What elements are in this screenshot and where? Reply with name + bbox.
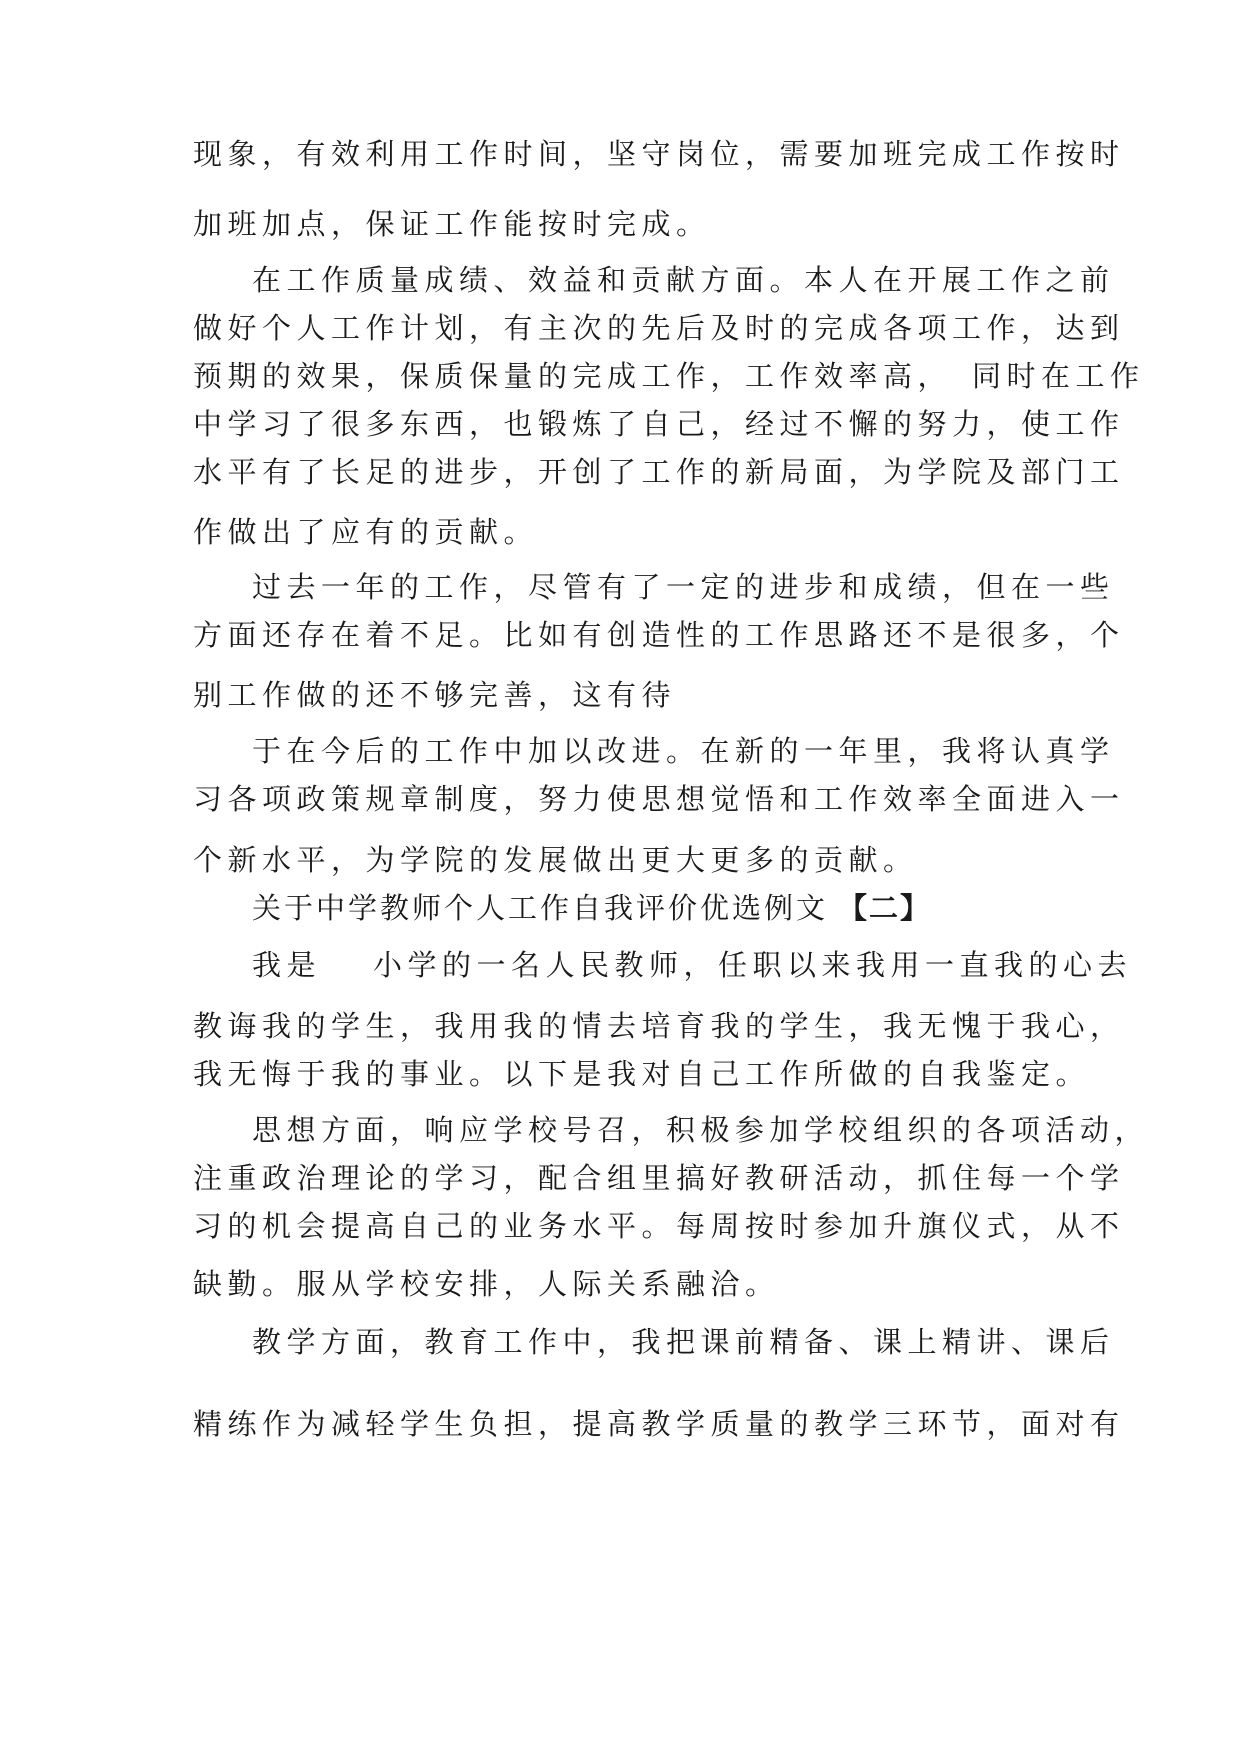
- text-line: 教诲我的学生，我用我的情去培育我的学生，我无愧于我心，: [193, 1009, 1125, 1043]
- text-line: 做好个人工作计划，有主次的先后及时的完成各项工作，达到: [193, 311, 1125, 345]
- text-line: 别工作做的还不够完善，这有待: [193, 678, 677, 712]
- section-heading: [252, 888, 931, 928]
- text-line: 中学习了很多东西，也锻炼了自己，经过不懈的努力，使工作: [193, 407, 1125, 441]
- text-line: 加班加点，保证工作能按时完成。: [193, 207, 711, 241]
- text-line: 预期的效果，保质保量的完成工作，工作效率高， 同时在工作: [193, 359, 1145, 393]
- text-line: [252, 945, 1132, 985]
- text-line: 我无悔于我的事业。以下是我对自己工作所做的自我鉴定。: [193, 1057, 1091, 1091]
- section-heading-text: 关于中学教师个人工作自我评价优选例文: [252, 891, 829, 925]
- text-line: 习的机会提高自己的业务水平。每周按时参加升旗仪式，从不: [193, 1209, 1125, 1243]
- text-line: 现象，有效利用工作时间，坚守岗位，需要加班完成工作按时: [193, 137, 1125, 171]
- text-line: 缺勤。服从学校安排，人际关系融洽。: [193, 1267, 780, 1301]
- text-line: 思想方面，响应学校号召，积极参加学校组织的各项活动，: [252, 1113, 1150, 1147]
- text-line: 水平有了长足的进步，开创了工作的新局面，为学院及部门工: [193, 455, 1125, 489]
- text-line: 作做出了应有的贡献。: [193, 515, 539, 549]
- intro-part-2: 小学的一名人民教师，任职以来我用一直我的心去: [373, 948, 1133, 982]
- text-line: 方面还存在着不足。比如有创造性的工作思路还不是很多，个: [193, 618, 1125, 652]
- section-heading-mark: 【二】: [838, 891, 932, 925]
- intro-part-1: 我是: [252, 948, 322, 982]
- text-line: 注重政治理论的学习，配合组里搞好教研活动，抓住每一个学: [193, 1161, 1125, 1195]
- text-line: 精练作为减轻学生负担，提高教学质量的教学三环节，面对有: [193, 1407, 1125, 1441]
- text-line: 个新水平，为学院的发展做出更大更多的贡献。: [193, 843, 918, 877]
- text-line: 过去一年的工作，尽管有了一定的进步和成绩，但在一些: [252, 570, 1115, 604]
- text-line: 于在今后的工作中加以改进。在新的一年里，我将认真学: [252, 734, 1115, 768]
- text-line: 教学方面，教育工作中，我把课前精备、课上精讲、课后: [252, 1325, 1115, 1359]
- text-line: 在工作质量成绩、效益和贡献方面。本人在开展工作之前: [252, 263, 1115, 297]
- text-line: 习各项政策规章制度，努力使思想觉悟和工作效率全面进入一: [193, 782, 1125, 816]
